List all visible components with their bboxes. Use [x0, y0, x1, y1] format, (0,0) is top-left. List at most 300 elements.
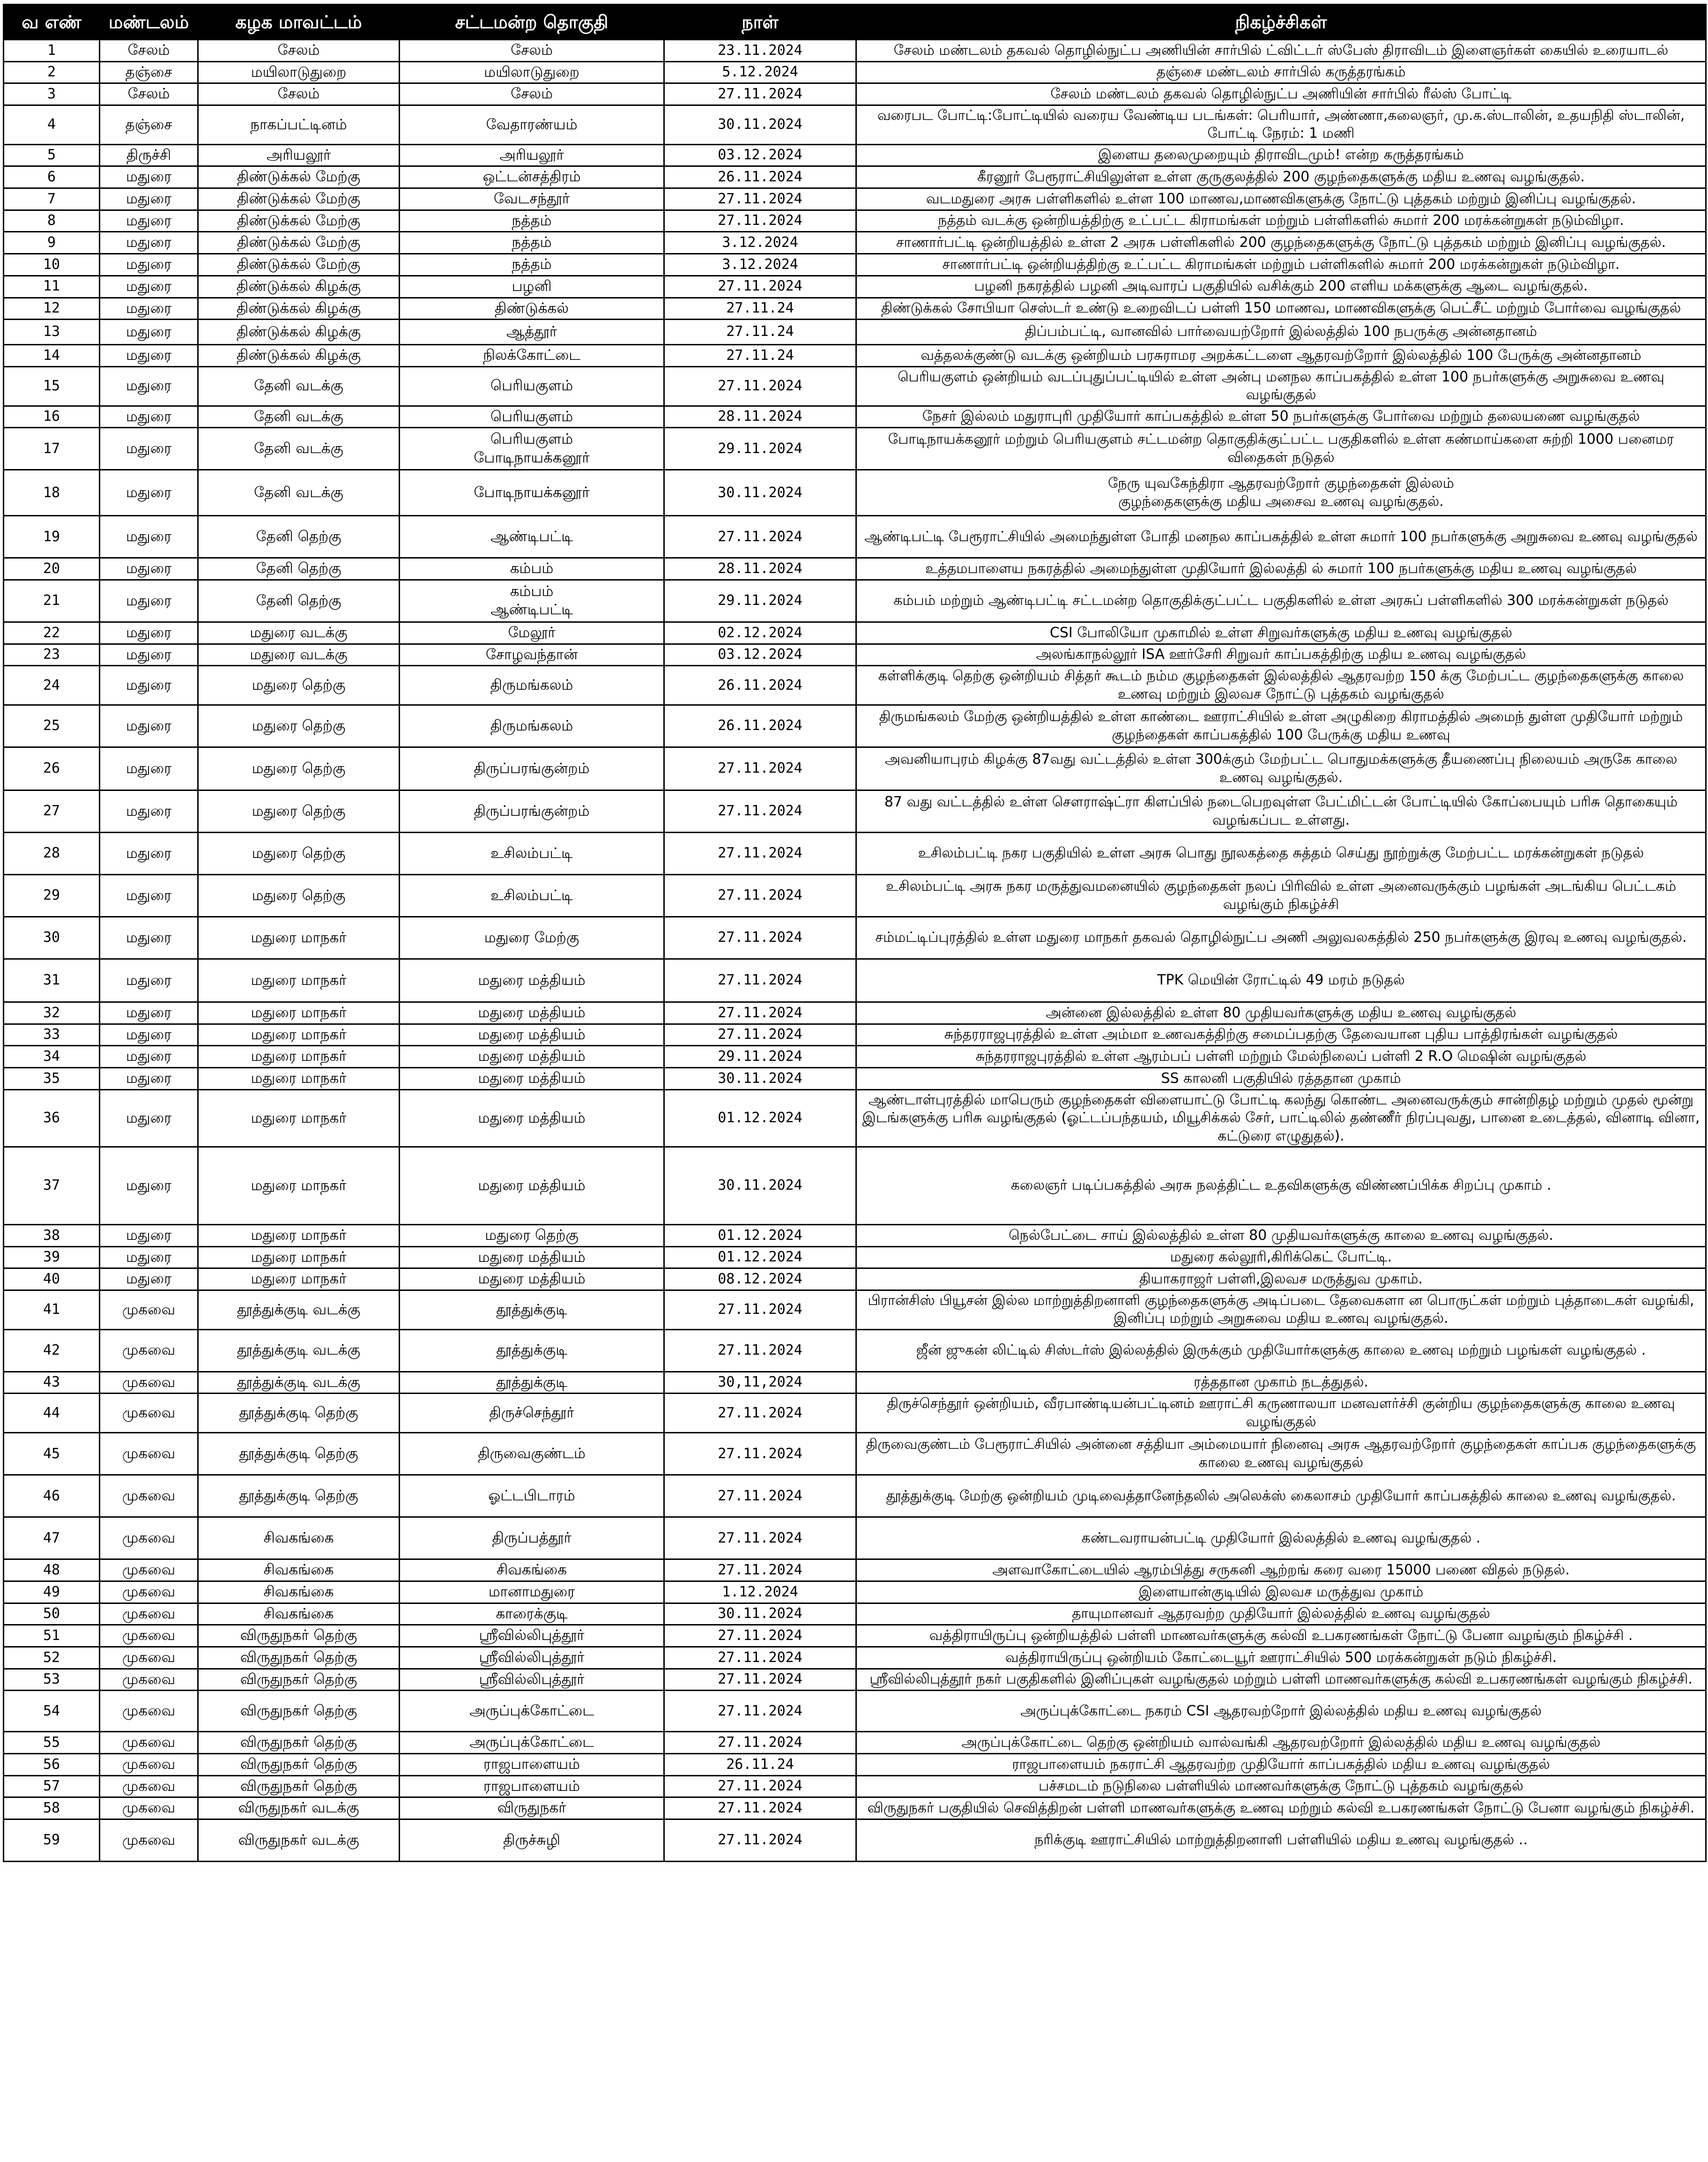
table-row: [4, 959, 1706, 1002]
zone-cell: மதுரை: [100, 833, 198, 875]
zone-cell: முகவை: [100, 1732, 198, 1754]
date-cell: 27.11.2024: [664, 959, 856, 1002]
table-row: [4, 470, 1706, 516]
constituency-cell: திருப்பரங்குன்றம்: [400, 790, 664, 833]
table-row: [4, 298, 1706, 320]
party-district-cell: திண்டுக்கல் மேற்கு: [198, 166, 400, 188]
party-district-cell: விருதுநகர் தெற்கு: [198, 1753, 400, 1775]
constituency-cell: சிவகங்கை: [400, 1559, 664, 1581]
date-cell: 27.11.2024: [664, 83, 856, 105]
serial-no-cell: 29: [4, 875, 100, 917]
zone-cell: முகவை: [100, 1691, 198, 1732]
table-row: [4, 210, 1706, 232]
serial-no-cell: 26: [4, 747, 100, 790]
table-row: [4, 366, 1706, 406]
table-row: [4, 833, 1706, 875]
zone-cell: மதுரை: [100, 1002, 198, 1024]
event-cell: விருதுநகர் பகுதியில் செவித்திறன் பள்ளி மாணவர்களுக்கு உணவு மற்றும் கல்வி உபகரணங்கள் நோட்டு பேனா வழங்கும் நிகழ்ச்சி.: [856, 1797, 1706, 1819]
table-row: [4, 1394, 1706, 1433]
event-cell: SS காலனி பகுதியில் ரத்ததான முகாம்: [856, 1068, 1706, 1090]
header-row: [4, 5, 1706, 40]
event-cell: பழனி நகரத்தில் பழனி அடிவாரப் பகுதியில் வசிக்கும் 200 எளிய மக்களுக்கு ஆடை வழங்குதல்.: [856, 276, 1706, 298]
party-district-cell: தேனி வடக்கு: [198, 406, 400, 428]
events-table: [3, 4, 1707, 1862]
constituency-cell: திருப்பத்தூர்: [400, 1517, 664, 1559]
zone-cell: மதுரை: [100, 276, 198, 298]
zone-cell: மதுரை: [100, 470, 198, 516]
party-district-cell: மதுரை தெற்கு: [198, 705, 400, 747]
event-cell: அருப்புக்கோட்டை நகரம் CSI ஆதரவற்றோர் இல்லத்தில் மதிய உணவு வழங்குதல்: [856, 1691, 1706, 1732]
date-cell: 27.11.2024: [664, 1625, 856, 1647]
serial-no-cell: 32: [4, 1002, 100, 1024]
party-district-cell: தூத்துக்குடி வடக்கு: [198, 1329, 400, 1372]
date-cell: 01.12.2024: [664, 1224, 856, 1246]
zone-cell: தஞ்சை: [100, 61, 198, 83]
event-cell: ரத்ததான முகாம் நடத்துதல்.: [856, 1372, 1706, 1394]
constituency-cell: மதுரை மத்தியம்: [400, 1068, 664, 1090]
serial-no-cell: 54: [4, 1691, 100, 1732]
table-row: [4, 105, 1706, 145]
constituency-cell: உசிலம்பட்டி: [400, 875, 664, 917]
constituency-cell: வேதாரண்யம்: [400, 105, 664, 145]
date-cell: 29.11.2024: [664, 580, 856, 622]
zone-cell: முகவை: [100, 1753, 198, 1775]
table-row: [4, 1002, 1706, 1024]
party-district-cell: தேனி வடக்கு: [198, 428, 400, 470]
date-cell: 27.11.2024: [664, 1647, 856, 1669]
date-cell: 27.11.2024: [664, 833, 856, 875]
event-cell: திண்டுக்கல் சோபியா செஸ்டர் உண்டு உறைவிடப் பள்ளி 150 மாணவ, மாணவிகளுக்கு பெட்சீட் மற்றும் போர்வை வழங்குதல்: [856, 298, 1706, 320]
zone-cell: மதுரை: [100, 516, 198, 558]
constituency-cell: மானாமதுரை: [400, 1581, 664, 1603]
date-cell: 23.11.2024: [664, 40, 856, 62]
constituency-cell: திருப்பரங்குன்றம்: [400, 747, 664, 790]
event-cell: திருமங்கலம் மேற்கு ஒன்றியத்தில் உள்ள காண்டை ஊராட்சியில் உள்ள அழுகிறை கிராமத்தில் அமைந் துள்ள முதியோர் மற்றும் குழந்தைகள் காப்பகத்தில் 100 பேருக்கு மதிய உணவு: [856, 705, 1706, 747]
serial-no-cell: 19: [4, 516, 100, 558]
zone-cell: முகவை: [100, 1669, 198, 1691]
event-cell: அன்னை இல்லத்தில் உள்ள 80 முதியவர்களுக்கு மதிய உணவு வழங்குதல்: [856, 1002, 1706, 1024]
zone-cell: மதுரை: [100, 1024, 198, 1046]
event-cell: நத்தம் வடக்கு ஒன்றியத்திற்கு உட்பட்ட கிராமங்கள் மற்றும் பள்ளிகளில் சுமார் 200 மரக்கன்றுகள் நடும்விழா.: [856, 210, 1706, 232]
party-district-cell: மதுரை மாநகர்: [198, 1089, 400, 1147]
constituency-cell: மதுரை மத்தியம்: [400, 1147, 664, 1224]
party-district-cell: மதுரை மாநகர்: [198, 1046, 400, 1068]
party-district-cell: சேலம்: [198, 40, 400, 62]
zone-cell: முகவை: [100, 1775, 198, 1797]
date-cell: 27.11.2024: [664, 875, 856, 917]
date-cell: 27.11.2024: [664, 1517, 856, 1559]
table-body: [4, 40, 1706, 1862]
event-cell: சாணார்பட்டி ஒன்றியத்தில் உள்ள 2 அரசு பள்ளிகளில் 200 குழந்தைகளுக்கு நோட்டு புத்தகம் மற்றும் இனிப்பு வழங்குதல்.: [856, 232, 1706, 254]
event-cell: போடிநாயக்கனூர் மற்றும் பெரியகுளம் சட்டமன்ற தொகுதிக்குட்பட்ட பகுதிகளில் உள்ள கண்மாய்களை சுற்றி 1000 பனைமர விதைகள் நடுதல்: [856, 428, 1706, 470]
table-row: [4, 166, 1706, 188]
party-district-cell: சிவகங்கை: [198, 1603, 400, 1625]
zone-cell: முகவை: [100, 1603, 198, 1625]
party-district-cell: தூத்துக்குடி தெற்கு: [198, 1475, 400, 1517]
event-cell: TPK மெயின் ரோட்டில் 49 மரம் நடுதல்: [856, 959, 1706, 1002]
event-cell: ஆண்டிபட்டி பேரூராட்சியில் அமைந்துள்ள போதி மனநல காப்பகத்தில் உள்ள சுமார் 100 நபர்களுக்கு அறுசுவை உணவு வழங்குதல்: [856, 516, 1706, 558]
event-cell: 87 வது வட்டத்தில் உள்ள சௌராஷ்ட்ரா கிளப்பில் நடைபெறவுள்ள பேட்மிட்டன் போட்டியில் கோப்பையும் பரிசு தொகையும் வழங்கப்பட உள்ளது.: [856, 790, 1706, 833]
party-district-cell: சிவகங்கை: [198, 1581, 400, 1603]
event-cell: வத்திராயிருப்பு ஒன்றியம் கோட்டையூர் ஊராட்சியில் 500 மரக்கன்றுகள் நடும் நிகழ்ச்சி.: [856, 1647, 1706, 1669]
constituency-cell: திருவைகுண்டம்: [400, 1433, 664, 1475]
table-row: [4, 1290, 1706, 1329]
constituency-cell: அரியலூர்: [400, 144, 664, 166]
serial-no-cell: 47: [4, 1517, 100, 1559]
table-row: [4, 1089, 1706, 1147]
table-row: [4, 1559, 1706, 1581]
table-row: [4, 276, 1706, 298]
serial-no-cell: 43: [4, 1372, 100, 1394]
party-district-cell: விருதுநகர் தெற்கு: [198, 1669, 400, 1691]
party-district-cell: அரியலூர்: [198, 144, 400, 166]
zone-cell: மதுரை: [100, 166, 198, 188]
party-district-cell: தூத்துக்குடி வடக்கு: [198, 1372, 400, 1394]
date-cell: 1.12.2024: [664, 1581, 856, 1603]
table-row: [4, 1732, 1706, 1754]
event-cell: சுந்தரராஜபுரத்தில் உள்ள ஆரம்பப் பள்ளி மற்றும் மேல்நிலைப் பள்ளி 2 R.O மெஷின் வழங்குதல்: [856, 1046, 1706, 1068]
constituency-cell: சோழவந்தான்: [400, 644, 664, 666]
constituency-cell: ராஜபாளையம்: [400, 1775, 664, 1797]
table-row: [4, 232, 1706, 254]
date-cell: 03.12.2024: [664, 644, 856, 666]
serial-no-cell: 55: [4, 1732, 100, 1754]
party-district-cell: விருதுநகர் வடக்கு: [198, 1819, 400, 1861]
date-cell: 30.11.2024: [664, 1068, 856, 1090]
serial-no-cell: 10: [4, 254, 100, 276]
table-row: [4, 1433, 1706, 1475]
event-cell: கீரனூர் பேரூராட்சியிலுள்ள உள்ள குருகுலத்தில் 200 குழந்தைகளுக்கு மதிய உணவு வழங்குதல்.: [856, 166, 1706, 188]
constituency-cell: சேலம்: [400, 40, 664, 62]
zone-cell: மதுரை: [100, 1089, 198, 1147]
table-row: [4, 144, 1706, 166]
date-cell: 26.11.2024: [664, 166, 856, 188]
date-cell: 27.11.24: [664, 320, 856, 345]
zone-cell: திருச்சி: [100, 144, 198, 166]
party-district-cell: மதுரை மாநகர்: [198, 1024, 400, 1046]
zone-cell: மதுரை: [100, 622, 198, 644]
party-district-cell: மதுரை தெற்கு: [198, 790, 400, 833]
zone-cell: மதுரை: [100, 580, 198, 622]
zone-cell: மதுரை: [100, 558, 198, 580]
party-district-cell: தேனி தெற்கு: [198, 580, 400, 622]
zone-cell: முகவை: [100, 1372, 198, 1394]
party-district-cell: நாகப்பட்டினம்: [198, 105, 400, 145]
header-constituency: சட்டமன்ற தொகுதி: [400, 5, 664, 40]
party-district-cell: விருதுநகர் தெற்கு: [198, 1647, 400, 1669]
event-cell: அவனியாபுரம் கிழக்கு 87வது வட்டத்தில் உள்ள 300க்கும் மேற்பட்ட பொதுமக்களுக்கு தீயணைப்பு நிலையம் அருகே காலை உணவு வழங்குதல்.: [856, 747, 1706, 790]
constituency-cell: மதுரை மத்தியம்: [400, 1089, 664, 1147]
serial-no-cell: 4: [4, 105, 100, 145]
serial-no-cell: 8: [4, 210, 100, 232]
serial-no-cell: 37: [4, 1147, 100, 1224]
serial-no-cell: 28: [4, 833, 100, 875]
party-district-cell: மதுரை மாநகர்: [198, 1068, 400, 1090]
event-cell: தியாகராஜர் பள்ளி,இலவச மருத்துவ முகாம்.: [856, 1268, 1706, 1290]
date-cell: 27.11.24: [664, 298, 856, 320]
constituency-cell: திருமங்கலம்: [400, 705, 664, 747]
table-row: [4, 345, 1706, 367]
zone-cell: சேலம்: [100, 83, 198, 105]
party-district-cell: விருதுநகர் தெற்கு: [198, 1775, 400, 1797]
constituency-cell: திண்டுக்கல்: [400, 298, 664, 320]
constituency-cell: மேலூர்: [400, 622, 664, 644]
date-cell: 30,11,2024: [664, 1372, 856, 1394]
party-district-cell: மதுரை தெற்கு: [198, 833, 400, 875]
serial-no-cell: 41: [4, 1290, 100, 1329]
zone-cell: முகவை: [100, 1819, 198, 1861]
zone-cell: மதுரை: [100, 254, 198, 276]
zone-cell: மதுரை: [100, 1147, 198, 1224]
table-row: [4, 790, 1706, 833]
constituency-cell: தூத்துக்குடி: [400, 1372, 664, 1394]
table-row: [4, 428, 1706, 470]
table-row: [4, 83, 1706, 105]
party-district-cell: தேனி தெற்கு: [198, 516, 400, 558]
table-row: [4, 1603, 1706, 1625]
date-cell: 3.12.2024: [664, 254, 856, 276]
table-row: [4, 580, 1706, 622]
serial-no-cell: 31: [4, 959, 100, 1002]
zone-cell: மதுரை: [100, 747, 198, 790]
zone-cell: மதுரை: [100, 1224, 198, 1246]
table-row: [4, 558, 1706, 580]
zone-cell: மதுரை: [100, 188, 198, 210]
serial-no-cell: 6: [4, 166, 100, 188]
zone-cell: முகவை: [100, 1797, 198, 1819]
constituency-cell: வேடசந்தூர்: [400, 188, 664, 210]
serial-no-cell: 34: [4, 1046, 100, 1068]
serial-no-cell: 59: [4, 1819, 100, 1861]
constituency-cell: மதுரை மத்தியம்: [400, 1024, 664, 1046]
serial-no-cell: 14: [4, 345, 100, 367]
zone-cell: முகவை: [100, 1559, 198, 1581]
date-cell: 28.11.2024: [664, 558, 856, 580]
party-district-cell: தேனி வடக்கு: [198, 470, 400, 516]
date-cell: 26.11.24: [664, 1753, 856, 1775]
event-cell: கள்ளிக்குடி தெற்கு ஒன்றியம் சித்தர் கூடம் நம்ம குழந்தைகள் இல்லத்தில் ஆதரவற்ற 150 க்கு மேற்பட்ட குழந்தைகளுக்கு காலை உணவு மற்றும் இலவச நோட்டு புத்தகம் வழங்குதல்: [856, 666, 1706, 705]
party-district-cell: சிவகங்கை: [198, 1559, 400, 1581]
table-row: [4, 917, 1706, 959]
constituency-cell: ஆண்டிபட்டி: [400, 516, 664, 558]
date-cell: 27.11.2024: [664, 1290, 856, 1329]
serial-no-cell: 2: [4, 61, 100, 83]
event-cell: சுந்தரராஜபுரத்தில் உள்ள அம்மா உணவகத்திற்கு சமைப்பதற்கு தேவையான புதிய பாத்திரங்கள் வழங்குதல்: [856, 1024, 1706, 1046]
event-cell: ஆண்டாள்புரத்தில் மாபெரும் குழந்தைகள் விளையாட்டு போட்டி கலந்து கொண்ட அனைவருக்கும் சான்றிதழ் மற்றும் முதல் மூன்று இடங்களுக்கு பரிசு வழங்குதல் (ஓட்டப்பந்தயம், மியூசிக்கல் சேர், பாட்டிலில் தண்ணீர் நிரப்புவது, பானை உடைத்தல், வினாடி வினா, கட்டுரை எழுதுதல்).: [856, 1089, 1706, 1147]
party-district-cell: விருதுநகர் வடக்கு: [198, 1797, 400, 1819]
table-row: [4, 1581, 1706, 1603]
date-cell: 29.11.2024: [664, 428, 856, 470]
event-cell: அளவாகோட்டையில் ஆரம்பித்து சருகனி ஆற்றங் கரை வரை 15000 பணை விதல் நடுதல்.: [856, 1559, 1706, 1581]
table-row: [4, 1372, 1706, 1394]
serial-no-cell: 58: [4, 1797, 100, 1819]
serial-no-cell: 23: [4, 644, 100, 666]
table-row: [4, 1475, 1706, 1517]
serial-no-cell: 20: [4, 558, 100, 580]
table-row: [4, 188, 1706, 210]
party-district-cell: திண்டுக்கல் மேற்கு: [198, 232, 400, 254]
party-district-cell: மதுரை தெற்கு: [198, 747, 400, 790]
party-district-cell: விருதுநகர் தெற்கு: [198, 1691, 400, 1732]
date-cell: 27.11.2024: [664, 366, 856, 406]
party-district-cell: மதுரை தெற்கு: [198, 875, 400, 917]
serial-no-cell: 24: [4, 666, 100, 705]
serial-no-cell: 56: [4, 1753, 100, 1775]
date-cell: 27.11.2024: [664, 1797, 856, 1819]
table-row: [4, 875, 1706, 917]
table-row: [4, 1797, 1706, 1819]
party-district-cell: மதுரை வடக்கு: [198, 644, 400, 666]
constituency-cell: திருமங்கலம்: [400, 666, 664, 705]
party-district-cell: மதுரை மாநகர்: [198, 1147, 400, 1224]
header-serial-no: வ எண்: [4, 5, 100, 40]
party-district-cell: மதுரை மாநகர்: [198, 917, 400, 959]
constituency-cell: நிலக்கோட்டை: [400, 345, 664, 367]
zone-cell: மதுரை: [100, 1246, 198, 1268]
zone-cell: முகவை: [100, 1581, 198, 1603]
table-header: [4, 5, 1706, 40]
constituency-cell: ஆத்தூர்: [400, 320, 664, 345]
event-cell: பிரான்சிஸ் பியூசன் இல்ல மாற்றுத்திறனாளி குழந்தைகளுக்கு அடிப்படை தேவைகளா ன பொருட்கள் மற்றும் புத்தாடைகள் வழங்கி, இனிப்பு மற்றும் அறுசுவை மதிய உணவு வழங்குதல்.: [856, 1290, 1706, 1329]
zone-cell: மதுரை: [100, 875, 198, 917]
constituency-cell: மதுரை மத்தியம்: [400, 1002, 664, 1024]
date-cell: 27.11.2024: [664, 1002, 856, 1024]
party-district-cell: திண்டுக்கல் கிழக்கு: [198, 345, 400, 367]
constituency-cell: ஸ்ரீவில்லிபுத்தூர்: [400, 1669, 664, 1691]
constituency-cell: மதுரை தெற்கு: [400, 1224, 664, 1246]
event-cell: வரைபட போட்டி:போட்டியில் வரைய வேண்டிய படங்கள்: பெரியார், அண்ணா,கலைஞர், மு.க.ஸ்டாலின், உதயநிதி ஸ்டாலின், போட்டி நேரம்: 1 மணி: [856, 105, 1706, 145]
serial-no-cell: 52: [4, 1647, 100, 1669]
table-row: [4, 1147, 1706, 1224]
event-cell: அலங்காநல்லூர் ISA ஊர்சேரி சிறுவர் காப்பகத்திற்கு மதிய உணவு வழங்குதல்: [856, 644, 1706, 666]
table-row: [4, 1024, 1706, 1046]
date-cell: 27.11.2024: [664, 790, 856, 833]
date-cell: 30.11.2024: [664, 105, 856, 145]
zone-cell: மதுரை: [100, 210, 198, 232]
table-row: [4, 61, 1706, 83]
table-row: [4, 516, 1706, 558]
date-cell: 26.11.2024: [664, 666, 856, 705]
event-cell: நேரு யுவகேந்திரா ஆதரவற்றோர் குழந்தைகள் இல்லம் குழந்தைகளுக்கு மதிய அசைவ உணவு வழங்குதல்.: [856, 470, 1706, 516]
serial-no-cell: 35: [4, 1068, 100, 1090]
serial-no-cell: 3: [4, 83, 100, 105]
serial-no-cell: 53: [4, 1669, 100, 1691]
date-cell: 3.12.2024: [664, 232, 856, 254]
party-district-cell: தூத்துக்குடி வடக்கு: [198, 1290, 400, 1329]
table-row: [4, 1268, 1706, 1290]
zone-cell: மதுரை: [100, 406, 198, 428]
date-cell: 27.11.2024: [664, 516, 856, 558]
date-cell: 28.11.2024: [664, 406, 856, 428]
constituency-cell: சேலம்: [400, 83, 664, 105]
party-district-cell: திண்டுக்கல் மேற்கு: [198, 254, 400, 276]
serial-no-cell: 48: [4, 1559, 100, 1581]
table-row: [4, 40, 1706, 62]
table-row: [4, 1068, 1706, 1090]
constituency-cell: பெரியகுளம்: [400, 366, 664, 406]
zone-cell: மதுரை: [100, 1068, 198, 1090]
serial-no-cell: 15: [4, 366, 100, 406]
event-cell: நேசர் இல்லம் மதுராபுரி முதியோர் காப்பகத்தில் உள்ள 50 நபர்களுக்கு போர்வை மற்றும் தலையணை வழங்குதல்: [856, 406, 1706, 428]
header-party-district: கழக மாவட்டம்: [198, 5, 400, 40]
date-cell: 27.11.2024: [664, 1691, 856, 1732]
date-cell: 27.11.2024: [664, 188, 856, 210]
date-cell: 29.11.2024: [664, 1046, 856, 1068]
date-cell: 27.11.2024: [664, 1394, 856, 1433]
serial-no-cell: 50: [4, 1603, 100, 1625]
date-cell: 27.11.2024: [664, 1669, 856, 1691]
serial-no-cell: 22: [4, 622, 100, 644]
serial-no-cell: 42: [4, 1329, 100, 1372]
zone-cell: மதுரை: [100, 705, 198, 747]
event-cell: அருப்புக்கோட்டை தெற்கு ஒன்றியம் வால்வங்கி ஆதரவற்றோர் இல்லத்தில் மதிய உணவு வழங்குதல்: [856, 1732, 1706, 1754]
event-cell: ஜீன் ஜுகன் லிட்டில் சிஸ்டர்ஸ் இல்லத்தில் இருக்கும் முதியோர்களுக்கு காலை உணவு மற்றும் பழங்கள் வழங்குதல் .: [856, 1329, 1706, 1372]
date-cell: 27.11.2024: [664, 1559, 856, 1581]
date-cell: 27.11.2024: [664, 210, 856, 232]
zone-cell: முகவை: [100, 1290, 198, 1329]
constituency-cell: தூத்துக்குடி: [400, 1329, 664, 1372]
table-row: [4, 1691, 1706, 1732]
serial-no-cell: 9: [4, 232, 100, 254]
serial-no-cell: 49: [4, 1581, 100, 1603]
table-row: [4, 1246, 1706, 1268]
event-cell: கம்பம் மற்றும் ஆண்டிபட்டி சட்டமன்ற தொகுதிக்குட்பட்ட பகுதிகளில் உள்ள அரசுப் பள்ளிகளில் 300 மரக்கன்றுகள் நடுதல்: [856, 580, 1706, 622]
serial-no-cell: 46: [4, 1475, 100, 1517]
table-row: [4, 644, 1706, 666]
zone-cell: முகவை: [100, 1647, 198, 1669]
table-row: [4, 1046, 1706, 1068]
event-cell: பச்சமடம் நடுநிலை பள்ளியில் மாணவர்களுக்கு நோட்டு புத்தகம் வழங்குதல்: [856, 1775, 1706, 1797]
constituency-cell: கம்பம்: [400, 558, 664, 580]
constituency-cell: நத்தம்: [400, 232, 664, 254]
event-cell: தூத்துக்குடி மேற்கு ஒன்றியம் முடிவைத்தானேந்தலில் அலெக்ஸ் கைலாசம் முதியோர் காப்பகத்தில் காலை உணவு வழங்குதல்.: [856, 1475, 1706, 1517]
event-cell: CSI போலியோ முகாமில் உள்ள சிறுவர்களுக்கு மதிய உணவு வழங்குதல்: [856, 622, 1706, 644]
zone-cell: முகவை: [100, 1433, 198, 1475]
event-cell: வத்தலக்குண்டு வடக்கு ஒன்றியம் பரசுராமர அறக்கட்டளை ஆதரவற்றோர் இல்லத்தில் 100 பேருக்கு அன்னதானம்: [856, 345, 1706, 367]
constituency-cell: மதுரை மேற்கு: [400, 917, 664, 959]
header-events: நிகழ்ச்சிகள்: [856, 5, 1706, 40]
constituency-cell: மயிலாடுதுறை: [400, 61, 664, 83]
date-cell: 27.11.2024: [664, 1819, 856, 1861]
constituency-cell: காரைக்குடி: [400, 1603, 664, 1625]
header-zone: மண்டலம்: [100, 5, 198, 40]
constituency-cell: ராஜபாளையம்: [400, 1753, 664, 1775]
event-cell: தாயுமானவர் ஆதரவற்ற முதியோர் இல்லத்தில் உணவு வழங்குதல்: [856, 1603, 1706, 1625]
date-cell: 30.11.2024: [664, 470, 856, 516]
party-district-cell: மதுரை வடக்கு: [198, 622, 400, 644]
serial-no-cell: 45: [4, 1433, 100, 1475]
party-district-cell: திண்டுக்கல் கிழக்கு: [198, 320, 400, 345]
serial-no-cell: 17: [4, 428, 100, 470]
date-cell: 27.11.2024: [664, 1329, 856, 1372]
constituency-cell: பழனி: [400, 276, 664, 298]
event-cell: சாணார்பட்டி ஒன்றியத்திற்கு உட்பட்ட கிராமங்கள் மற்றும் பள்ளிகளில் சுமார் 200 மரக்கன்றுகள் நடும்விழா.: [856, 254, 1706, 276]
table-row: [4, 254, 1706, 276]
events-sheet: [3, 4, 1705, 1862]
zone-cell: மதுரை: [100, 428, 198, 470]
zone-cell: மதுரை: [100, 232, 198, 254]
constituency-cell: ஸ்ரீவில்லிபுத்தூர்: [400, 1647, 664, 1669]
constituency-cell: மதுரை மத்தியம்: [400, 1046, 664, 1068]
date-cell: 27.11.2024: [664, 1475, 856, 1517]
serial-no-cell: 51: [4, 1625, 100, 1647]
party-district-cell: தூத்துக்குடி தெற்கு: [198, 1433, 400, 1475]
party-district-cell: விருதுநகர் தெற்கு: [198, 1732, 400, 1754]
date-cell: 5.12.2024: [664, 61, 856, 83]
party-district-cell: திண்டுக்கல் கிழக்கு: [198, 276, 400, 298]
zone-cell: முகவை: [100, 1625, 198, 1647]
event-cell: வத்திராயிருப்பு ஒன்றியத்தில் பள்ளி மாணவர்களுக்கு கல்வி உபகரணங்கள் நோட்டு பேனா வழங்கும் நிகழ்ச்சி .: [856, 1625, 1706, 1647]
